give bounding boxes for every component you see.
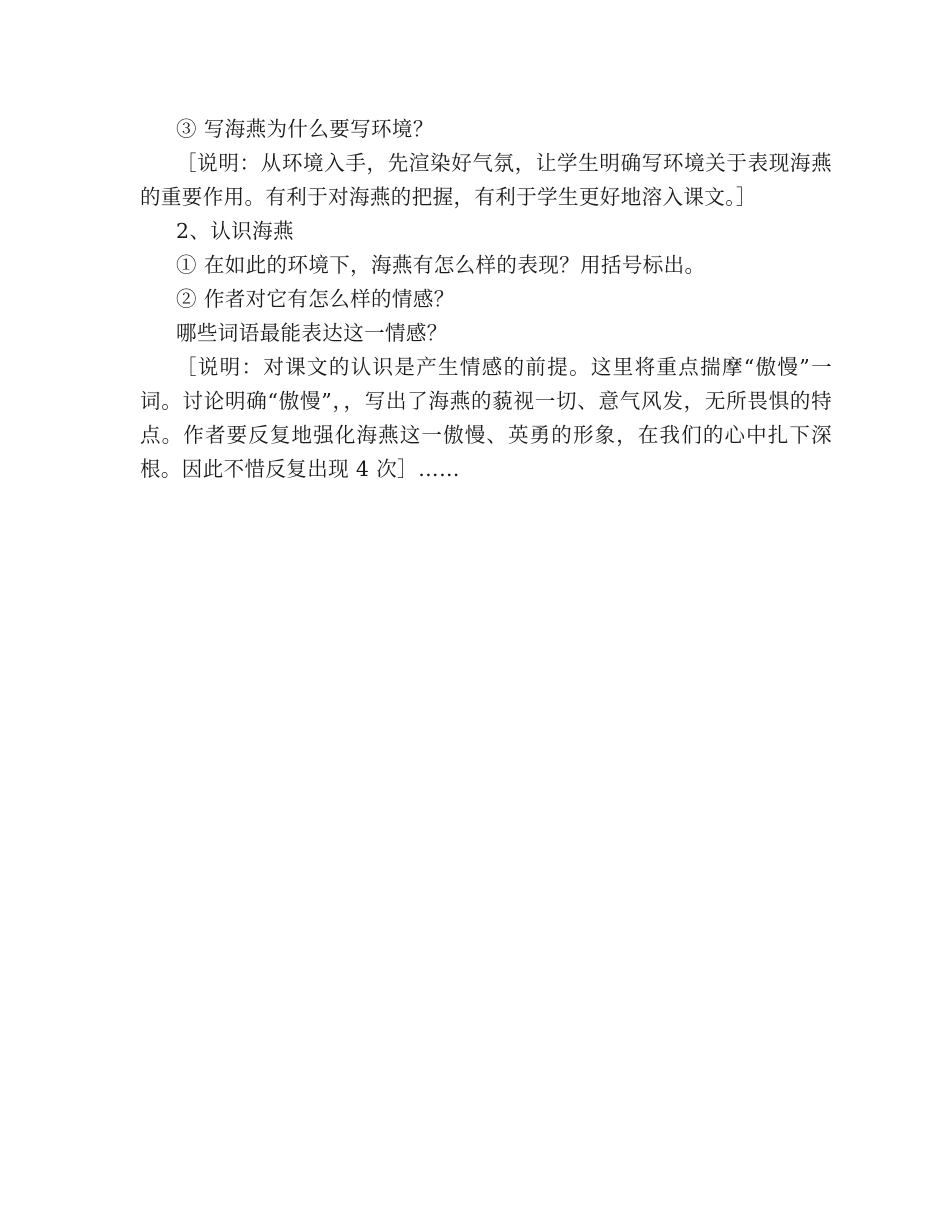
note-paragraph-2: ［说明：对课文的认识是产生情感的前提。这里将重点揣摩“傲慢”一词。讨论明确“傲慢”，，写出了海燕的藐视一切、意气风发，无所畏惧的特点。作者要反复地强化海燕这一傲慢、英勇的形象，在我们的心中扎下深根。因此不惜反复出现 4 次］…… bbox=[140, 355, 832, 481]
question-3-text: ③ 写海燕为什么要写环境？ bbox=[176, 117, 434, 141]
question-2-followup: 哪些词语最能表达这一情感？ bbox=[176, 321, 448, 345]
note-paragraph-1: ［说明：从环境入手，先渲染好气氛，让学生明确写环境关于表现海燕的重要作用。有利于对海燕的把握，有利于学生更好地溶入课文。］ bbox=[140, 151, 832, 209]
question-2-text: ② 作者对它有怎么样的情感？ bbox=[176, 287, 455, 311]
question-1-text: ① 在如此的环境下，海燕有怎么样的表现？用括号标出。 bbox=[176, 253, 706, 277]
section-heading-2: 2、认识海燕 bbox=[176, 219, 294, 243]
document-page bbox=[140, 112, 832, 486]
